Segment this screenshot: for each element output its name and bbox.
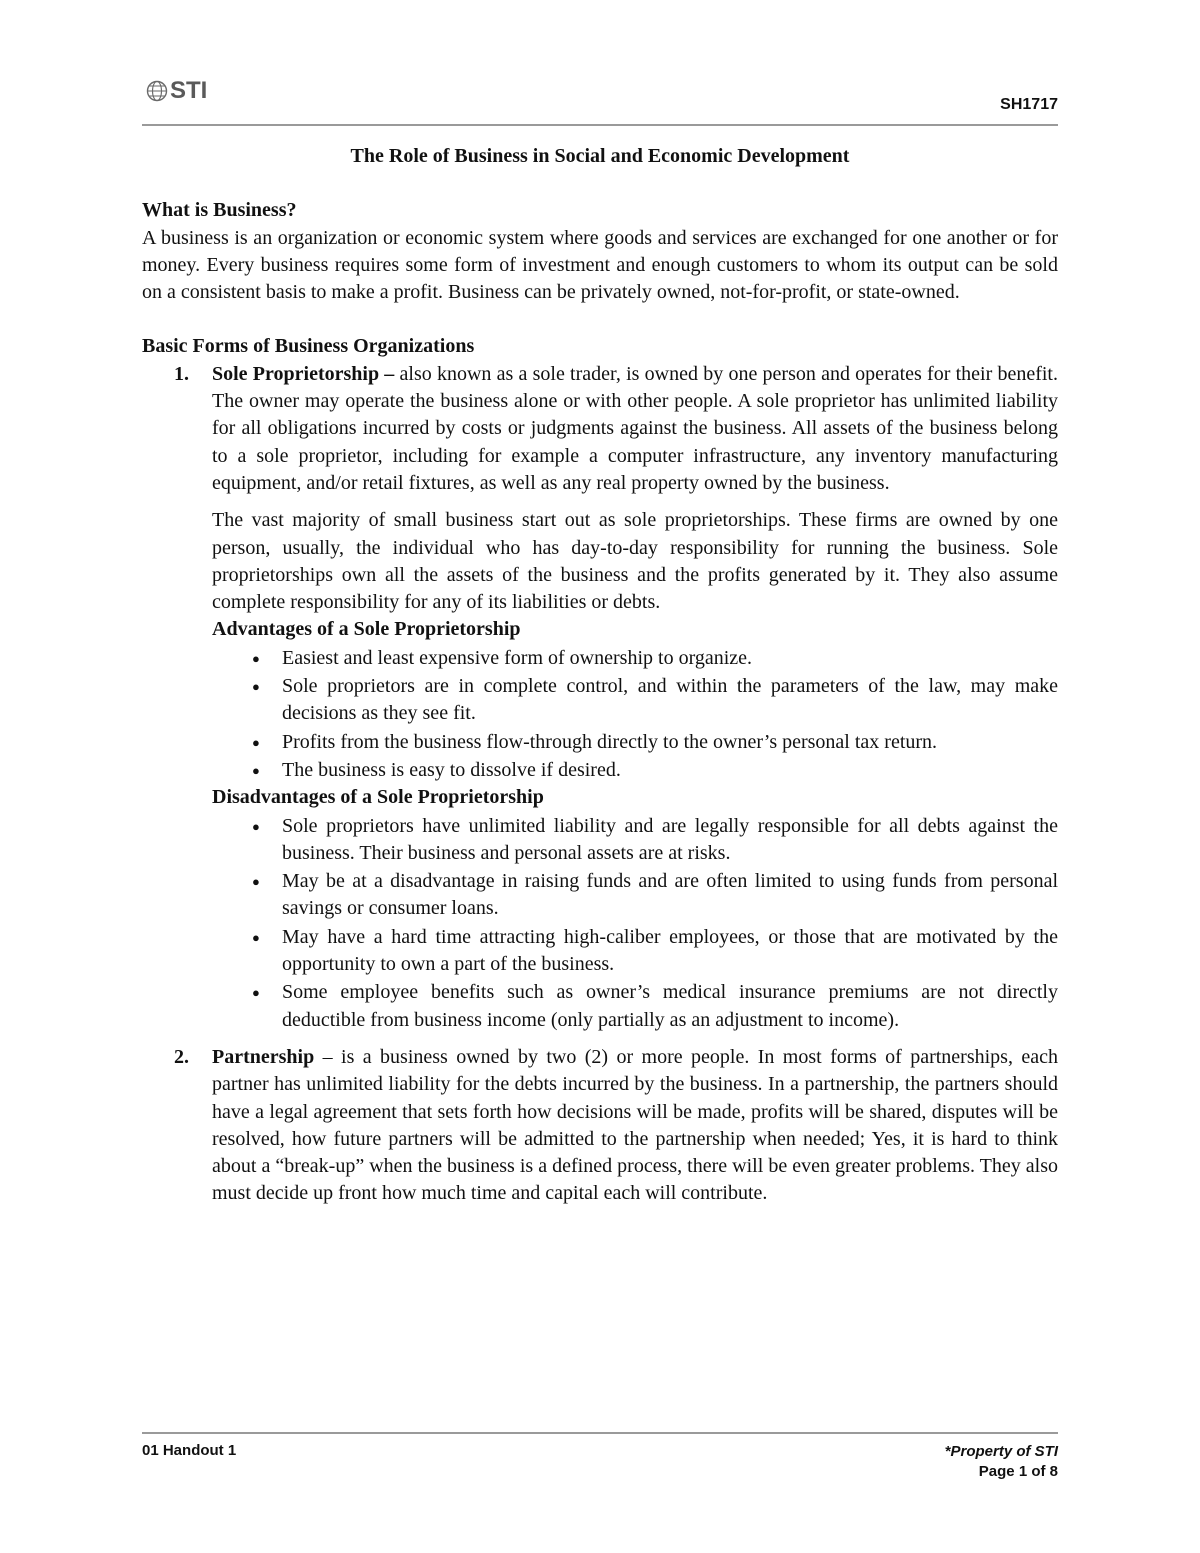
page-number: Page 1 of 8 (978, 1463, 1058, 1480)
list-number: 2. (174, 1045, 189, 1068)
list-item-sole-proprietorship (142, 361, 1058, 1034)
section-heading-basic-forms: Basic Forms of Business Organizations (142, 335, 475, 358)
page-footer (142, 1432, 1058, 1480)
handout-label: 01 Handout 1 (142, 1442, 237, 1459)
list-item: ● Sole proprietors have unlimited liability and are legally responsible for all debts against the business. Their business and personal assets are at risks. (142, 813, 1058, 868)
list-number: 1. (174, 362, 189, 385)
item-lead-term: Sole Proprietorship – (212, 362, 395, 385)
document-code: SH1717 (1000, 96, 1058, 113)
page-header (142, 70, 1058, 126)
section-paragraph-what-is-business: A business is an organization or economic system where goods and services are exchanged for one another or for money. Every business requires some form of investment and enough customers to whom its output can be sold on a consistent basis to make a profit. Business can be privately owned, not-for-profit, or state-owned. (142, 226, 1058, 304)
list-item: ● Sole proprietors are in complete control, and within the parameters of the law, may make decisions as they see fit. (142, 673, 1058, 728)
document-body (142, 143, 1058, 1208)
item-lead-term: Partnership (212, 1045, 315, 1068)
disadvantages-list (212, 813, 1058, 1034)
list-item: ● Some employee benefits such as owner’s medical insurance premiums are not directly deductible from business income (only partially as an adjustment to income). (142, 979, 1058, 1034)
item-definition: also known as a sole trader, is owned by one person and operates for their benefit. The owner may operate the business alone or with other people. A sole proprietor has unlimited liability for all obligations incurred by costs or judgments against the business. All assets of the business belong to a sole proprietor, including for example a computer infrastructure, any inventory manufacturing equipment, and/or retail fixtures, as well as any real property owned by the business. (212, 362, 1058, 494)
list-item: ● Profits from the business flow-through directly to the owner’s personal tax return. (142, 729, 1058, 756)
item-paragraph: The vast majority of small business start out as sole proprietorships. These firms are owned by one person, usually, the individual who has day-to-day responsibility for running the business. Sole proprietorships own all the assets of the business and the profits generated by it. They also assume complete responsibility for any of its liabilities or debts. (212, 509, 1058, 614)
list-item: ● May have a hard time attracting high-caliber employees, or those that are motivated by the opportunity to own a part of the business. (142, 924, 1058, 979)
list-item-partnership (142, 1044, 1058, 1208)
list-item: ● Easiest and least expensive form of ownership to organize. (142, 645, 1058, 672)
advantages-list (212, 645, 1058, 784)
footer-right (945, 1442, 1058, 1482)
document-title: The Role of Business in Social and Economic Development (350, 145, 850, 167)
section-heading-what-is-business: What is Business? (142, 199, 297, 222)
list-item: ● May be at a disadvantage in raising funds and are often limited to using funds from personal savings or consumer loans. (142, 868, 1058, 923)
logo-text: STI (170, 77, 208, 104)
disadvantages-heading: Disadvantages of a Sole Proprietorship (212, 786, 544, 809)
advantages-heading: Advantages of a Sole Proprietorship (212, 618, 521, 641)
item-definition: – is a business owned by two (2) or more people. In most forms of partnerships, each partner has unlimited liability for the debts incurred by the business. In a partnership, the partners should have a legal agreement that sets forth how decisions will be made, profits will be shared, disputes will be resolved, how future partners will be admitted to the partnership when needed; Yes, it is hard to think about a “break-up” when the business is a defined process, there will be even greater problems. They also must decide up front how much time and capital each will contribute. (212, 1045, 1058, 1205)
globe-icon (146, 80, 168, 102)
list-item: ● The business is easy to dissolve if desired. (142, 757, 1058, 784)
property-notice: *Property of STI (944, 1443, 1058, 1460)
sti-logo (146, 74, 207, 108)
